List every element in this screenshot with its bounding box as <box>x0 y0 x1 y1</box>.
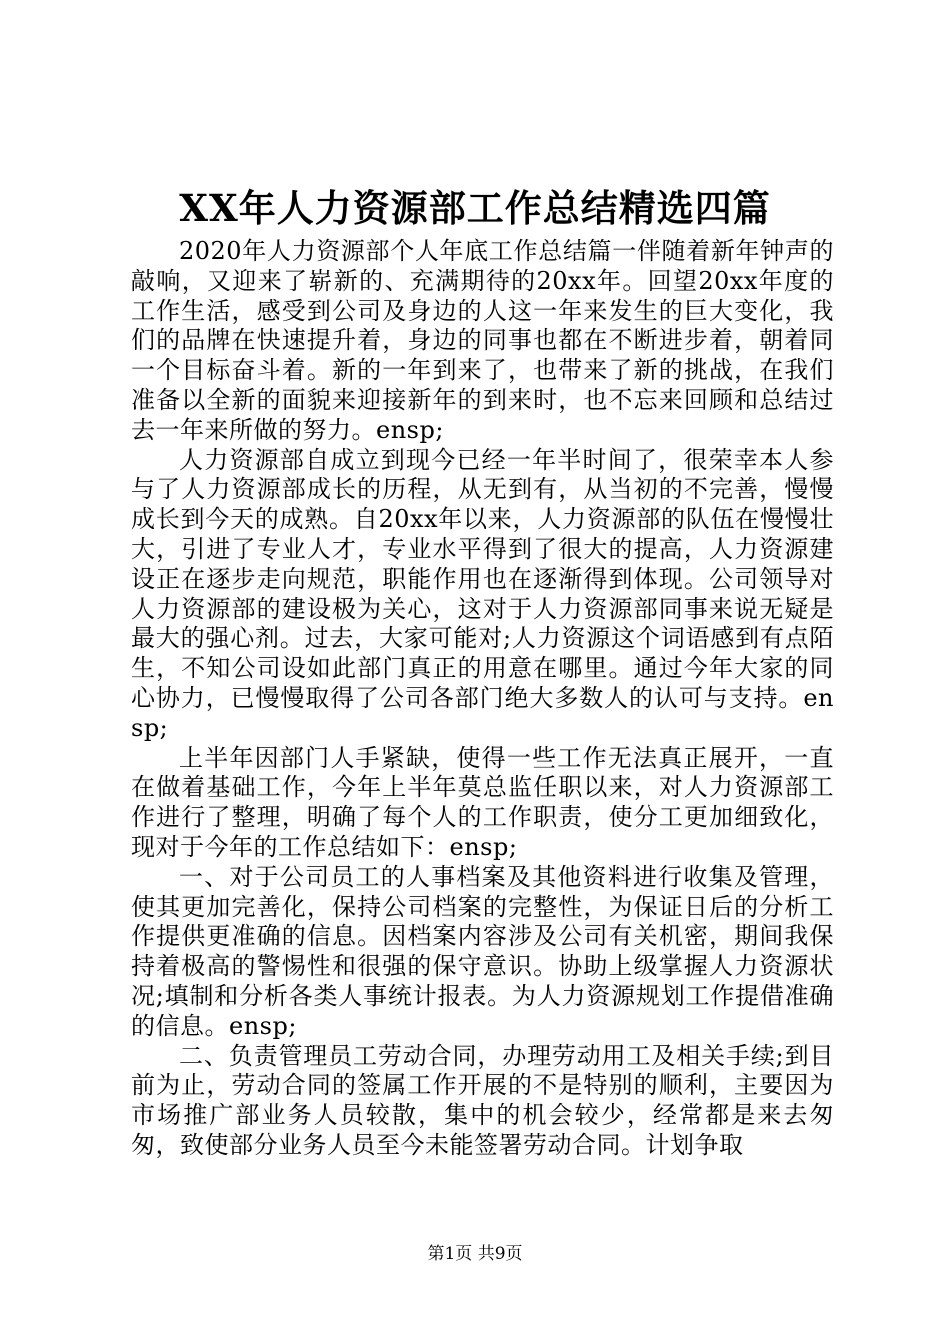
paragraph-1: 2020年人力资源部个人年底工作总结篇一伴随着新年钟声的敲响，又迎来了崭新的、充满期待的20xx年。回望20xx年度的工作生活，感受到公司及身边的人这一年来发生的巨大变化，我们的品牌在快速提升着，身边的同事也都在不断进步着，朝着同一个目标奋斗着。新的一年到来了，也带来了新的挑战，在我们准备以全新的面貌来迎接新年的到来时，也不忘来回顾和总结过去一年来所做的努力。ensp; <box>131 237 834 444</box>
paragraph-4: 一、对于公司员工的人事档案及其他资料进行收集及管理，使其更加完善化，保持公司档案的完整性，为保证日后的分析工作提供更准确的信息。因档案内容涉及公司有关机密，期间我保持着极高的警惕性和很强的保守意识。协助上级掌握人力资源状况;填制和分析各类人事统计报表。为人力资源规划工作提借准确的信息。ensp; <box>131 862 834 1040</box>
page-number-footer: 第1页 共9页 <box>427 1244 523 1264</box>
document-body <box>131 237 834 1161</box>
paragraph-2: 人力资源部自成立到现今已经一年半时间了，很荣幸本人参与了人力资源部成长的历程，从无到有，从当初的不完善，慢慢成长到今天的成熟。自20xx年以来，人力资源部的队伍在慢慢壮大，引进了专业人才，专业水平得到了很大的提高，人力资源建设正在逐步走向规范，职能作用也在逐渐得到体现。公司领导对人力资源部的建设极为关心，这对于人力资源部同事来说无疑是最大的强心剂。过去，大家可能对;人力资源这个词语感到有点陌生，不知公司设如此部门真正的用意在哪里。通过今年大家的同心协力，已慢慢取得了公司各部门绝大多数人的认可与支持。ensp; <box>131 445 834 742</box>
document-title: XX年人力资源部工作总结精选四篇 <box>179 186 771 230</box>
paragraph-3: 上半年因部门人手紧缺，使得一些工作无法真正展开，一直在做着基础工作，今年上半年莫总监任职以来，对人力资源部工作进行了整理，明确了每个人的工作职责，使分工更加细致化，现对于今年的工作总结如下：ensp; <box>131 743 834 861</box>
paragraph-5: 二、负责管理员工劳动合同，办理劳动用工及相关手续;到目前为止，劳动合同的签属工作开展的不是特别的顺利，主要因为市场推广部业务人员较散，集中的机会较少，经常都是来去匆匆，致使部分业务人员至今未能签署劳动合同。计划争取 <box>131 1041 834 1159</box>
